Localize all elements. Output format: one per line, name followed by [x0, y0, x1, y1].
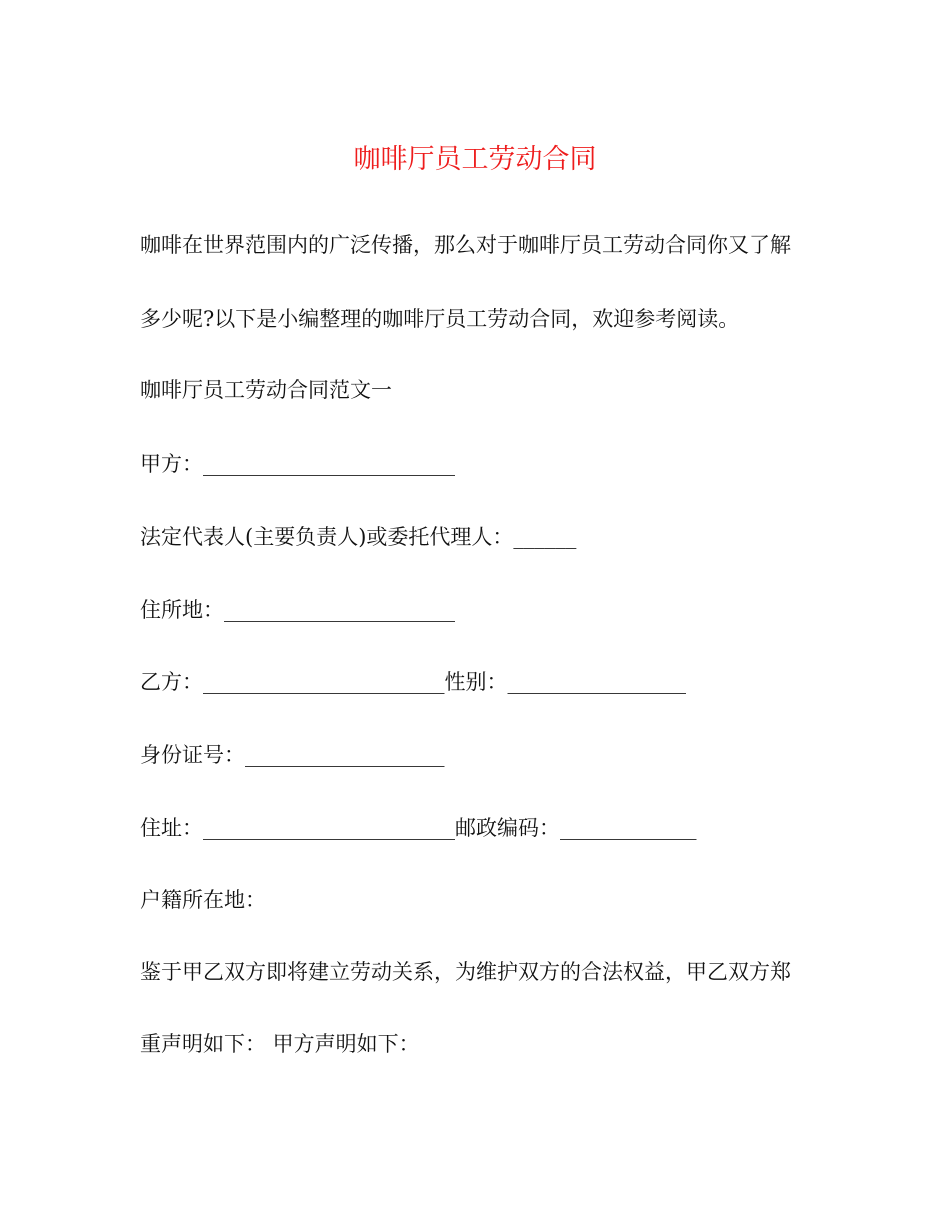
intro-line-1: 咖啡在世界范围内的广泛传播，那么对于咖啡厅员工劳动合同你又了解 — [140, 233, 791, 257]
residence-field: 住所地：______________________ — [140, 598, 455, 622]
section-heading: 咖啡厅员工劳动合同范文一 — [140, 378, 392, 402]
document-title: 咖啡厅员工劳动合同 — [353, 144, 597, 175]
declaration-line-1: 鉴于甲乙双方即将建立劳动关系，为维护双方的合法权益，甲乙双方郑 — [140, 960, 791, 984]
household-registration-field: 户籍所在地： — [140, 888, 266, 912]
id-number-field: 身份证号：___________________ — [140, 743, 445, 767]
party-a-field: 甲方：________________________ — [140, 452, 455, 476]
address-postcode-field: 住址：________________________邮政编码：_____________ — [140, 816, 697, 840]
representative-field: 法定代表人(主要负责人)或委托代理人：______ — [140, 525, 577, 549]
declaration-line-2: 重声明如下： 甲方声明如下： — [140, 1032, 420, 1056]
party-b-gender-field: 乙方：_______________________性别：_________________ — [140, 670, 686, 694]
intro-line-2: 多少呢?以下是小编整理的咖啡厅员工劳动合同，欢迎参考阅读。 — [140, 307, 740, 331]
